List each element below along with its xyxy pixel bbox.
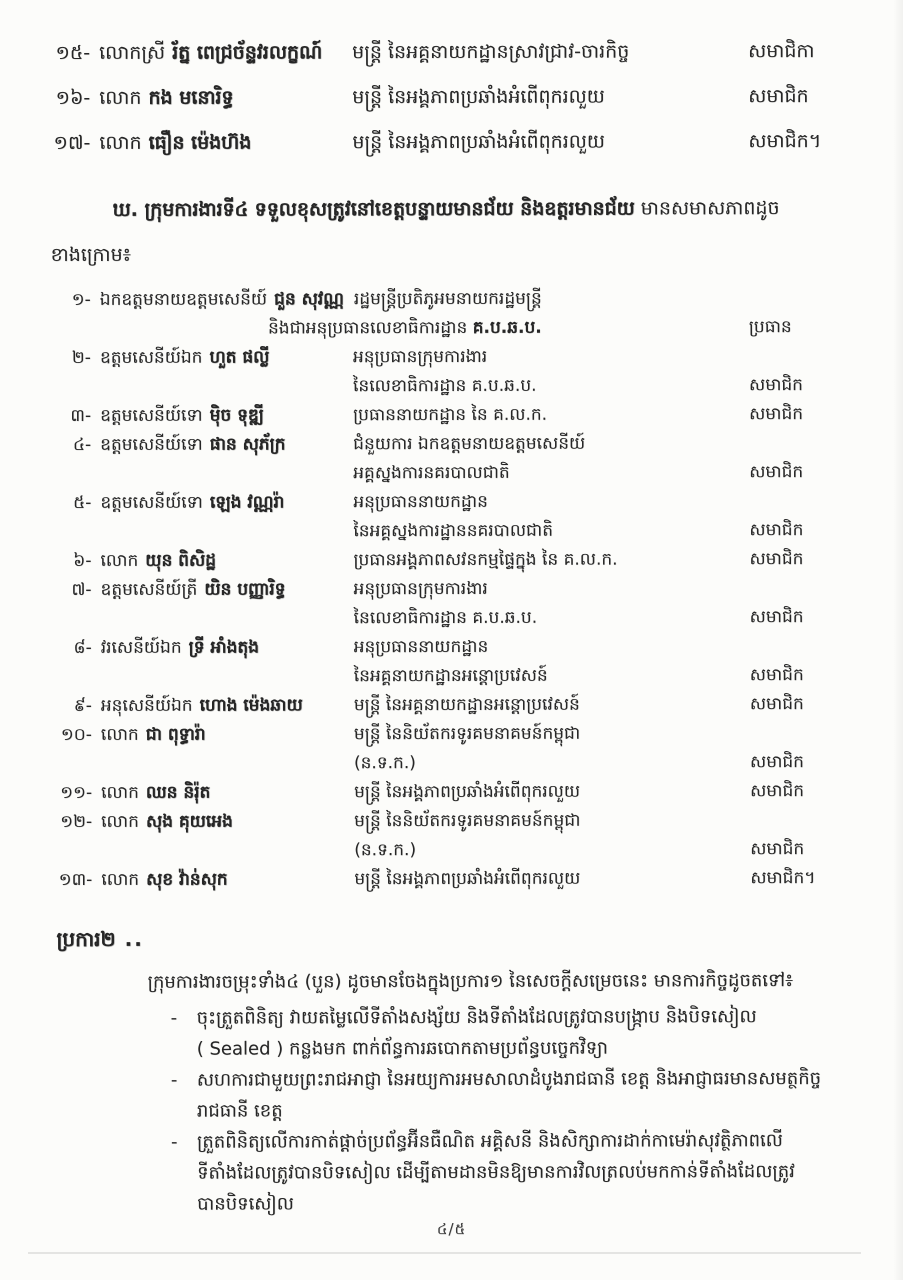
- bullet-text: [197, 1125, 856, 1220]
- member-number: ៧-: [71, 579, 92, 600]
- bullet-text: [197, 1001, 856, 1065]
- member-status: សមាជិក: [749, 462, 804, 483]
- bullet-item: [171, 1125, 856, 1220]
- member-row: [51, 400, 854, 431]
- member-status: សមាជិក: [749, 404, 804, 425]
- member-row: [51, 342, 854, 402]
- member-row: [52, 690, 855, 721]
- member-number: ១៣-: [58, 869, 93, 891]
- bullet-line: រាជធានី ខេត្ត: [196, 1100, 283, 1122]
- member-title: អនុសេនីយ៍ឯក: [100, 695, 193, 716]
- member-role-line1: អនុប្រធានក្រុមការងារ: [352, 346, 488, 368]
- member-name: ផាន សុភ័ក្រ: [209, 434, 286, 455]
- member-title: លោក: [101, 811, 139, 832]
- member-number: ១៦-: [55, 86, 91, 110]
- member-row: [51, 545, 854, 576]
- member-row: [52, 719, 855, 779]
- member-role: [354, 632, 672, 691]
- member-status: សមាជិក: [750, 839, 805, 860]
- bullet-line: ( Sealed ) កន្លងមក ពាក់ព័ន្ធការឆបោកតាមប្រព័ន្ធបច្ចេកវិទ្យា: [196, 1037, 608, 1060]
- member-title: ឧត្តមសេនីយ៍ទោ: [100, 405, 203, 426]
- member-name: ទ្រី អាំងតុង: [188, 637, 260, 658]
- member-role: [354, 690, 672, 720]
- member-name: ម៉ិច ទុឌ្ឍី: [209, 405, 264, 426]
- member-number: ៤-: [72, 434, 92, 455]
- member-role-line2-text: និងជាអនុប្រធានលេខាធិការដ្ឋាន: [267, 317, 473, 339]
- member-number: ១១-: [60, 782, 93, 804]
- bullet-dash: -: [170, 1131, 178, 1153]
- member-role-line1: ជំនួយការ ឯកឧត្តមនាយឧត្តមសេនីយ៍: [353, 433, 586, 455]
- member-title: លោក: [101, 782, 139, 803]
- previous-member-list: [50, 29, 853, 166]
- member-status: សមាជិក: [748, 375, 804, 396]
- member-role: [352, 119, 670, 165]
- section-heading-regular: មានសមាសភាពដូច: [634, 197, 780, 220]
- member-role-line2: [354, 603, 672, 633]
- member-identity: [52, 633, 354, 663]
- bullet-line: សហការជាមួយព្រះរាជអាជ្ញា នៃអយ្យការអមសាលាដំបូងរាជធានី ខេត្ត និងអាជ្ញាធរមានសមត្ថកិច្ច: [196, 1068, 822, 1091]
- member-role-line: មន្ត្រី នៃអគ្គនាយកដ្ឋានស្រាវជ្រាវ-ចារកិច្ច: [352, 40, 630, 64]
- member-row: [52, 777, 855, 808]
- member-role-line2-text: នៃអគ្គស្នងការដ្ឋាននគរបាលជាតិ: [353, 520, 554, 542]
- member-status: សមាជិក: [748, 85, 809, 108]
- bullet-dash: -: [170, 1007, 178, 1029]
- section-heading-line2: ខាងក្រោម៖: [50, 243, 132, 267]
- member-name: ធឿន ម៉េងហ៊ង: [148, 131, 252, 154]
- member-role-line1: មន្ត្រី នៃអង្គភាពប្រឆាំងអំពើពុករលួយ: [354, 868, 581, 890]
- member-role: [353, 487, 671, 546]
- member-identity: [51, 546, 353, 576]
- member-row: [51, 429, 854, 489]
- member-role: [352, 74, 670, 120]
- member-identity: [52, 575, 354, 605]
- member-row: [52, 574, 855, 634]
- member-status: សមាជិក។: [748, 130, 822, 153]
- member-role-line2-text: នៃលេខាធិការដ្ឋាន គ.ប.ឆ.ប.: [353, 607, 538, 629]
- member-status: សមាជិក: [749, 549, 804, 570]
- member-title: ឧត្តមសេនីយ៍ត្រី: [100, 579, 198, 600]
- bullet-line: ត្រួតពិនិត្យលើការកាត់ផ្តាច់ប្រព័ន្ធអ៊ីនធឺណិត អគ្គិសនី និងសិក្សាការដាក់កាមេរ៉ាសុវត្ថិភាពលើ: [196, 1130, 783, 1153]
- member-row: [50, 29, 853, 76]
- member-identity: [52, 778, 354, 808]
- member-row: [52, 632, 855, 692]
- member-title: លោក: [99, 131, 142, 154]
- member-role-line2-text: នៃអគ្គនាយកដ្ឋានអន្តោប្រវេសន៍: [353, 665, 548, 687]
- member-role-line1: ប្រធានអង្គភាពសវនកម្មផ្ទៃក្នុង នៃ គ.ល.ក.: [353, 549, 618, 571]
- section-heading: [50, 186, 853, 278]
- member-role-line2: [353, 371, 671, 401]
- member-name: សុង គុយអេង: [145, 811, 233, 832]
- member-number: ១៥-: [55, 41, 91, 65]
- member-status: សមាជិក: [749, 694, 804, 715]
- member-role-line1: មន្ត្រី នៃអគ្គនាយកដ្ឋានអន្តោប្រវេសន៍: [353, 694, 580, 716]
- member-role-line1: អនុប្រធាននាយកដ្ឋាន: [353, 491, 488, 513]
- member-role: [354, 574, 672, 633]
- bullet-text: [197, 1063, 856, 1127]
- member-title: ឧត្តមសេនីយ៍ទោ: [100, 492, 203, 513]
- article-2-dots: ..: [124, 926, 144, 951]
- member-status: សមាជិក: [750, 781, 805, 802]
- member-number: ១-: [71, 289, 91, 310]
- member-identity: [52, 691, 354, 721]
- member-identity: [51, 285, 354, 315]
- bullet-line: ចុះត្រួតពិនិត្យ វាយតម្លៃលើទីតាំងសង្ស័យ និងទីតាំងដែលត្រូវបានបង្ក្រាប និងបិទសៀល: [196, 1006, 757, 1029]
- member-number: ៥-: [73, 492, 92, 513]
- member-role-line1: អនុប្រធានក្រុមការងារ: [353, 578, 488, 600]
- bullet-item: [171, 1001, 856, 1065]
- member-role-line2: [268, 313, 672, 343]
- member-role-line2-text: អគ្គស្នងការនគរបាលជាតិ: [353, 462, 510, 484]
- bullet-line: បានបិទសៀល: [197, 1193, 294, 1215]
- member-name: យុន ពិសិដ្ឋ: [145, 550, 216, 571]
- member-title: វរសេនីយ៍ឯក: [100, 637, 182, 658]
- member-role: [353, 429, 671, 488]
- member-name: ហួត ផល្លី: [209, 347, 270, 368]
- member-title: ឧត្តមសេនីយ៍ទោ: [100, 434, 203, 455]
- member-name: ហោង ម៉េងឆាយ: [199, 695, 303, 716]
- member-identity: [50, 75, 352, 121]
- member-title: ឧត្តមសេនីយ៍ឯក: [99, 347, 203, 368]
- member-role: [354, 864, 672, 894]
- member-status: សមាជិកា: [748, 40, 815, 63]
- member-role-line1: រដ្ឋមន្ត្រីប្រតិភូអមនាយករដ្ឋមន្ត្រី: [353, 288, 542, 310]
- member-role-line2-text: នៃលេខាធិការដ្ឋាន គ.ប.ឆ.ប.: [352, 375, 537, 397]
- member-role-line2-text: (ន.ទ.ក.): [354, 840, 417, 861]
- member-row: [51, 487, 854, 547]
- member-identity: [51, 401, 353, 431]
- member-number: ៨-: [73, 637, 92, 658]
- member-role: [353, 545, 671, 575]
- member-identity: [52, 807, 354, 837]
- member-role: [353, 342, 671, 401]
- member-number: ៣-: [70, 405, 92, 426]
- member-status: សមាជិក: [749, 607, 804, 628]
- member-title: ឯកឧត្តមនាយឧត្តមសេនីយ៍: [99, 289, 268, 310]
- article-2-intro: ក្រុមការងារចម្រុះទាំង៤ (បួន) ដូចមានចែងក្នុងប្រការ១ នៃសេចក្តីសម្រេចនេះ មានការកិច្ចដូចតទៅ៖: [147, 970, 794, 993]
- member-role-line1: មន្ត្រី នៃនិយ័តករទូរគមនាគមន៍កម្ពុជា: [354, 810, 581, 832]
- member-name: កង មនោរិទ្ធ: [148, 86, 234, 109]
- member-role-line1: មន្ត្រី នៃអង្គភាពប្រឆាំងអំពើពុករលួយ: [354, 781, 581, 803]
- member-name: រ័ត្ន ពេជ្រច័ន្ទវរលក្ខណ៍: [172, 41, 323, 64]
- member-role: [352, 29, 670, 75]
- member-number: ១២-: [60, 811, 93, 833]
- member-name: សុខ វ៉ាន់សុក: [146, 869, 228, 890]
- member-number: ៩-: [73, 695, 92, 716]
- member-role-line: មន្ត្រី នៃអង្គភាពប្រឆាំងអំពើពុករលួយ: [352, 130, 605, 154]
- member-name: យិន បញ្ញារិទ្ធ: [204, 579, 286, 600]
- member-role-line2: [353, 458, 671, 488]
- bullet-line: ទីតាំងដែលត្រូវបានបិទសៀល ដើម្បីតាមដានមិនឱ្យមានការវិលត្រលប់មកកាន់ទីតាំងដែលត្រូវ: [197, 1161, 795, 1184]
- member-title: លោកស្រី: [99, 41, 166, 64]
- page-number: ៤/៥: [436, 1220, 467, 1238]
- member-status: សមាជិក: [749, 665, 804, 686]
- member-row: [52, 864, 855, 895]
- member-title: លោក: [101, 869, 140, 890]
- member-number: ១០-: [60, 724, 92, 746]
- committee-member-list: [51, 284, 856, 895]
- member-name: ឈន និរ៉ុត: [145, 782, 211, 803]
- member-identity: [50, 120, 352, 166]
- member-identity: [50, 30, 352, 76]
- member-identity: [52, 865, 354, 895]
- member-role: [354, 777, 672, 807]
- member-row: [50, 119, 853, 166]
- member-title: លោក: [100, 550, 139, 571]
- member-row: [52, 806, 855, 866]
- bullet-item: [171, 1063, 856, 1127]
- article-2-bullet-list: [171, 1001, 857, 1220]
- member-title: លោក: [99, 86, 142, 109]
- member-role-line2: [354, 835, 672, 865]
- article-2-heading: [56, 917, 855, 959]
- member-identity: [51, 488, 353, 518]
- member-identity: [51, 430, 353, 460]
- member-role: [353, 400, 671, 430]
- member-number: ១៧-: [53, 131, 91, 155]
- member-role-line2-text: (ន.ទ.ក.): [353, 753, 416, 774]
- member-title: លោក: [100, 724, 139, 745]
- member-status: ប្រធាន: [748, 317, 792, 338]
- bullet-dash: -: [170, 1069, 178, 1091]
- member-status: សមាជិក។: [750, 868, 816, 889]
- article-2-label: ប្រការ២: [56, 926, 116, 952]
- member-role-line1: មន្ត្រី នៃនិយ័តករទូរគមនាគមន៍កម្ពុជា: [353, 723, 581, 745]
- member-identity: [52, 720, 354, 750]
- member-role-line: មន្ត្រី នៃអង្គភាពប្រឆាំងអំពើពុករលួយ: [352, 85, 605, 109]
- member-identity: [51, 343, 353, 373]
- member-role: [354, 806, 672, 865]
- member-name: ជួន សុវណ្ណ: [274, 289, 344, 310]
- section-heading-line1: [50, 186, 853, 233]
- member-role-line1: ប្រធាននាយកដ្ឋាន នៃ គ.ល.ក.: [353, 404, 548, 426]
- member-role: [354, 719, 672, 778]
- member-role-line1: អនុប្រធាននាយកដ្ឋាន: [353, 636, 489, 658]
- member-status: សមាជិក: [749, 752, 804, 773]
- member-name: ឡេង វណ្ណរ៉ា: [209, 492, 285, 513]
- member-number: ២-: [71, 347, 91, 368]
- member-role-line2-abbr: គ.ប.ឆ.ប.: [472, 317, 542, 338]
- member-role-line2: [354, 661, 672, 691]
- section-heading-bold: ឃ. ក្រុមការងារទី៤ ទទួលខុសត្រូវនៅខេត្តបន្ទាយមានជ័យ និងឧត្តរមានជ័យ: [112, 197, 635, 221]
- scan-artifact-line: [28, 1252, 861, 1254]
- member-row: [51, 284, 854, 344]
- member-row: [50, 74, 853, 121]
- member-status: សមាជិក: [749, 520, 804, 541]
- member-name: ជា ពុទ្ធារ៉ា: [145, 724, 206, 745]
- member-number: ៦-: [73, 550, 92, 571]
- member-role-line2: [353, 516, 671, 546]
- member-role-line2: [354, 748, 672, 778]
